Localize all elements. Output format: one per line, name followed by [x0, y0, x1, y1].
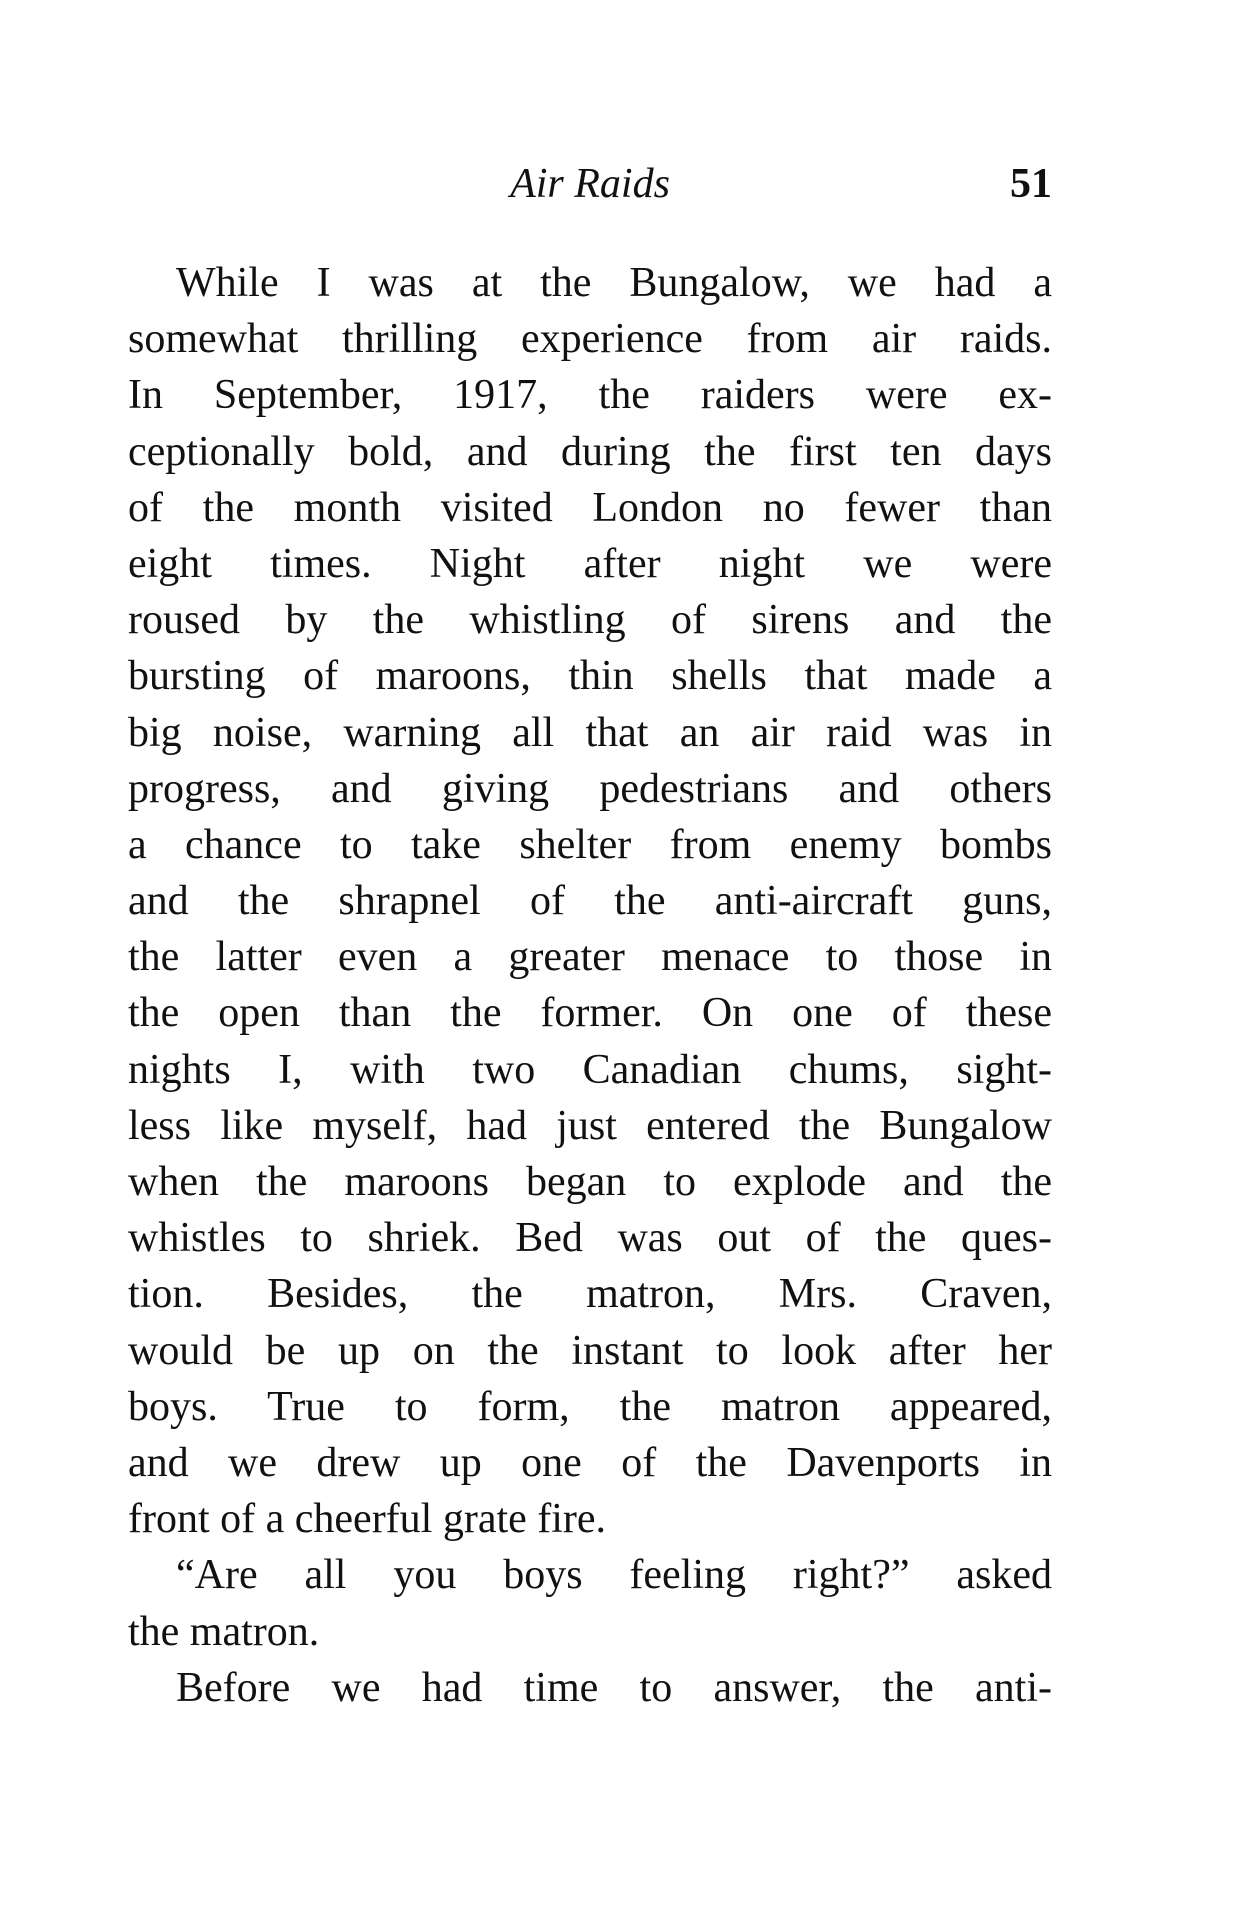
- text-line: roused by the whistling of sirens and the: [128, 597, 1052, 644]
- text-line: boys. True to form, the matron appeared,: [128, 1383, 1052, 1430]
- text-line: big noise, warning all that an air raid was in: [128, 709, 1052, 756]
- running-header: [128, 160, 1052, 216]
- text-line: would be up on the instant to look after her: [128, 1327, 1052, 1374]
- text-line: progress, and giving pedestrians and others: [128, 765, 1052, 812]
- paragraph: [128, 255, 1052, 1547]
- text-line: front of a cheerful grate fire.: [128, 1496, 607, 1543]
- page-number: 51: [1010, 161, 1052, 207]
- text-line: In September, 1917, the raiders were ex-: [128, 372, 1052, 419]
- paragraph: [128, 1547, 1052, 1659]
- text-line: less like myself, had just entered the Bungalow: [128, 1102, 1052, 1149]
- text-line: and the shrapnel of the anti-aircraft guns,: [128, 878, 1052, 925]
- text-line: bursting of maroons, thin shells that made a: [128, 653, 1052, 700]
- text-line: nights I, with two Canadian chums, sight-: [128, 1046, 1052, 1093]
- text-line: of the month visited London no fewer than: [128, 484, 1052, 531]
- text-line: “Are all you boys feeling right?” asked: [176, 1552, 1052, 1599]
- text-line: a chance to take shelter from enemy bombs: [128, 821, 1052, 868]
- body-text: [128, 255, 1052, 1716]
- text-line: whistles to shriek. Bed was out of the ques-: [128, 1215, 1052, 1262]
- text-line: when the maroons began to explode and the: [128, 1159, 1052, 1205]
- text-line: the latter even a greater menace to those in: [128, 934, 1052, 981]
- text-line: and we drew up one of the Davenports in: [128, 1439, 1052, 1486]
- text-line: the open than the former. On one of these: [128, 990, 1052, 1037]
- text-line: somewhat thrilling experience from air raids.: [128, 316, 1052, 363]
- text-line: Before we had time to answer, the anti-: [176, 1664, 1052, 1711]
- text-line: tion. Besides, the matron, Mrs. Craven,: [128, 1271, 1052, 1318]
- text-line: ceptionally bold, and during the first ten days: [128, 428, 1052, 475]
- running-title: Air Raids: [510, 161, 670, 207]
- text-line: While I was at the Bungalow, we had a: [176, 260, 1052, 306]
- paragraph: [128, 1660, 1052, 1716]
- text-line: the matron.: [128, 1608, 320, 1655]
- text-line: eight times. Night after night we were: [128, 540, 1052, 587]
